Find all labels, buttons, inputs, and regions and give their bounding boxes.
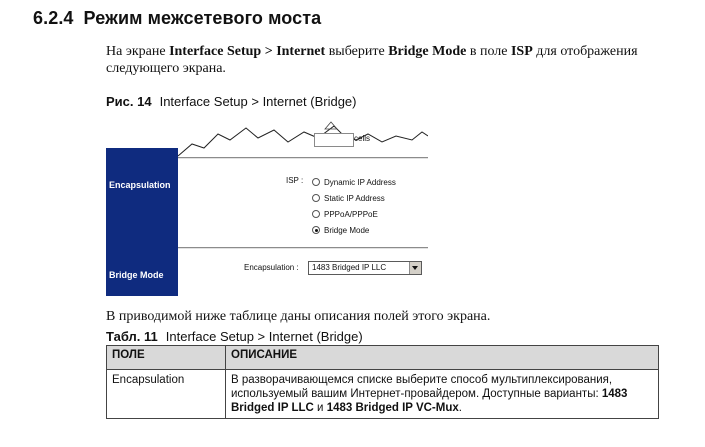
radio-button-selected[interactable] [312, 226, 320, 234]
fields-table [106, 345, 659, 419]
field-name: ISP [510, 44, 533, 59]
description-text: . [458, 402, 462, 414]
isp-option-label: Static IP Address [324, 193, 385, 203]
radio-button[interactable] [312, 194, 320, 202]
chevron-down-icon[interactable] [409, 262, 421, 274]
isp-option-label: PPPoA/PPPoE [324, 209, 378, 219]
menu-path: Interface Setup > Internet [169, 44, 326, 59]
intro-text: выберите [325, 44, 389, 59]
isp-option-pppoa-pppoe[interactable] [312, 208, 378, 220]
sidebar-label-bridge-mode: Bridge Mode [109, 270, 164, 280]
isp-option-dynamic-ip[interactable] [312, 176, 396, 188]
encapsulation-label: Encapsulation : [244, 263, 299, 272]
option-value: 1483 Bridged IP LLC [231, 388, 628, 414]
encapsulation-selected-value: 1483 Bridged IP LLC [312, 263, 387, 272]
description-text: и [313, 402, 327, 414]
section-heading [33, 8, 321, 29]
intro-paragraph [106, 43, 676, 77]
figure-screenshot [106, 120, 428, 296]
figure-caption [106, 94, 357, 109]
option-name: Bridge Mode [388, 44, 467, 59]
intro-text: для отображения следующего экрана. [106, 44, 638, 76]
isp-label: ISP : [286, 176, 304, 185]
field-cell: Encapsulation [107, 370, 226, 419]
option-value: 1483 Bridged IP VC-Mux [326, 402, 459, 414]
table-header-row [107, 346, 659, 370]
settings-sidebar [106, 148, 178, 296]
isp-option-static-ip[interactable] [312, 192, 385, 204]
radio-button[interactable] [312, 210, 320, 218]
figure-title: Interface Setup > Internet (Bridge) [159, 94, 357, 109]
table-row [107, 370, 659, 419]
isp-option-bridge-mode[interactable] [312, 224, 369, 236]
encapsulation-select[interactable] [308, 261, 422, 275]
table-title: Interface Setup > Internet (Bridge) [165, 329, 363, 344]
section-divider [178, 247, 428, 249]
column-header-description: ОПИСАНИЕ [226, 346, 659, 370]
description-text: В разворачивающемся списке выберите способ мультиплексирования, используемый вашим Интернет-провайдером. Доступные варианты: [231, 374, 613, 400]
table-label: Табл. 11 [106, 329, 158, 344]
column-header-field: ПОЛЕ [107, 346, 226, 370]
sidebar-label-encapsulation: Encapsulation [109, 180, 171, 190]
figure-label: Рис. 14 [106, 94, 152, 109]
intro-text: На экране [106, 44, 170, 59]
intro-text: в поле [466, 44, 511, 59]
radio-button[interactable] [312, 178, 320, 186]
cells-label: cells [354, 134, 371, 143]
description-cell [226, 370, 659, 419]
section-divider [178, 157, 428, 159]
isp-option-label: Dynamic IP Address [324, 177, 396, 187]
cells-input[interactable] [314, 133, 354, 147]
section-number: 6.2.4 [33, 8, 74, 28]
table-intro: В приводимой ниже таблице даны описания полей этого экрана. [106, 309, 491, 324]
section-title: Режим межсетевого моста [83, 8, 322, 28]
table-caption [106, 329, 363, 344]
isp-option-label: Bridge Mode [324, 225, 370, 235]
